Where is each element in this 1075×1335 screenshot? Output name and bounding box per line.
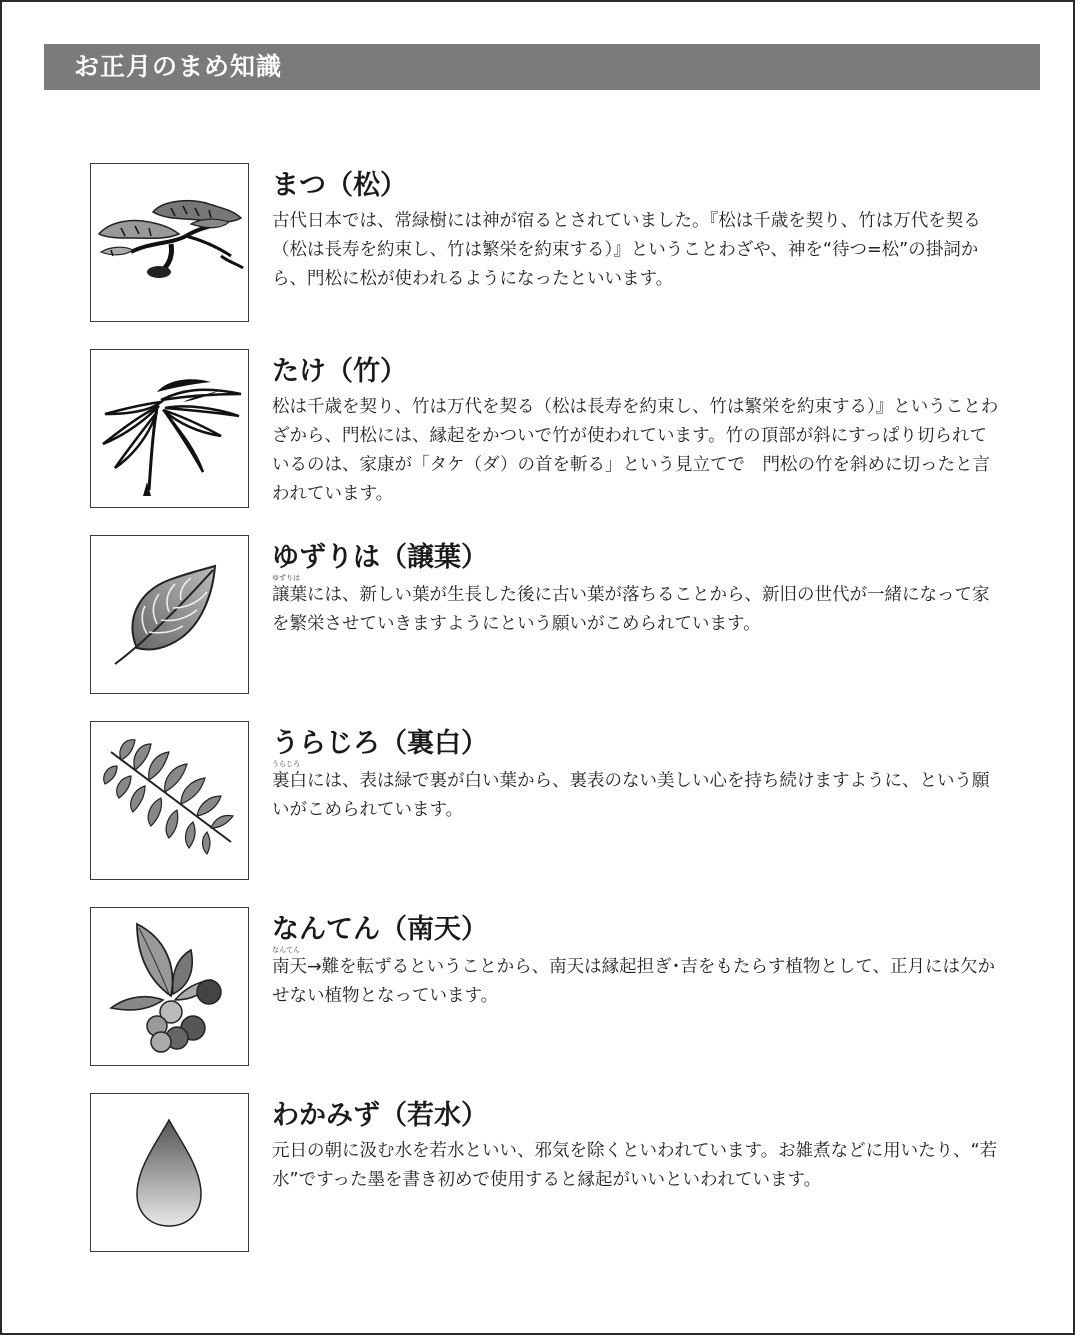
entry-title: たけ（竹） — [272, 356, 407, 387]
entry-take — [90, 349, 1010, 511]
yuzuriha-leaf-icon — [91, 536, 248, 693]
icon-frame — [90, 907, 249, 1066]
pine-icon — [91, 164, 248, 321]
furigana: なんてん — [272, 946, 300, 954]
entry-title: ゆずりは（譲葉） — [272, 542, 488, 573]
entry-title: まつ（松） — [272, 170, 407, 201]
furigana: うらじろ — [272, 760, 300, 768]
entry-yuzuriha — [90, 535, 1010, 697]
entry-description: 古代日本では、常緑樹には神が宿るとされていました。『松は千歳を契り、竹は万代を契る（松は長寿を約束し、竹は繁栄を約束する）』ということわざや、神を“待つ=松”の掛詞から、門松に松が使われるようになったといいます。 — [272, 211, 981, 289]
entry-title: なんてん（南天） — [272, 914, 488, 945]
entry-description: 松は千歳を契り、竹は万代を契る（松は長寿を約束し、竹は繁栄を約束する）』ということわざから、門松には、縁起をかついで竹が使われています。竹の頂部が斜にすっぱり切られているのは、家康が「タケ（ダ）の首を斬る」という見立てで 門松の竹を斜めに切ったと言われています。 — [272, 397, 999, 504]
icon-frame — [90, 721, 249, 880]
entry-nanten — [90, 907, 1010, 1069]
entry-description: 元日の朝に汲む水を若水といい、邪気を除くといわれています。お雑煮などに用いたり、“若水”ですった墨を書き初めで使用すると縁起がいいといわれています。 — [272, 1141, 998, 1190]
entry-description: 譲葉には、新しい葉が生長した後に古い葉が落ちることから、新旧の世代が一緒になって家を繁栄させていきますようにという願いがこめられています。 — [272, 585, 990, 634]
entry-title: わかみず（若水） — [272, 1100, 488, 1131]
icon-frame — [90, 163, 249, 322]
entry-matsu — [90, 163, 1010, 325]
furigana: ゆずりは — [272, 574, 300, 582]
entry-title: うらじろ（裏白） — [272, 728, 488, 759]
entry-description: 裏白には、表は緑で裏が白い葉から、裏表のない美しい心を持ち続けますように、という願いがこめられています。 — [272, 771, 990, 820]
fern-icon — [91, 722, 248, 879]
entry-description: 南天→難を転ずるということから、南天は縁起担ぎ･吉をもたらす植物として、正月には欠かせない植物となっています。 — [272, 957, 996, 1006]
icon-frame — [90, 1093, 249, 1252]
bamboo-icon — [91, 350, 248, 507]
icon-frame — [90, 349, 249, 508]
entry-wakamizu — [90, 1093, 1010, 1255]
water-drop-icon — [91, 1094, 248, 1251]
icon-frame — [90, 535, 249, 694]
page-title-banner: お正月のまめ知識 — [44, 44, 1040, 90]
nandina-icon — [91, 908, 248, 1065]
entry-urajiro — [90, 721, 1010, 883]
